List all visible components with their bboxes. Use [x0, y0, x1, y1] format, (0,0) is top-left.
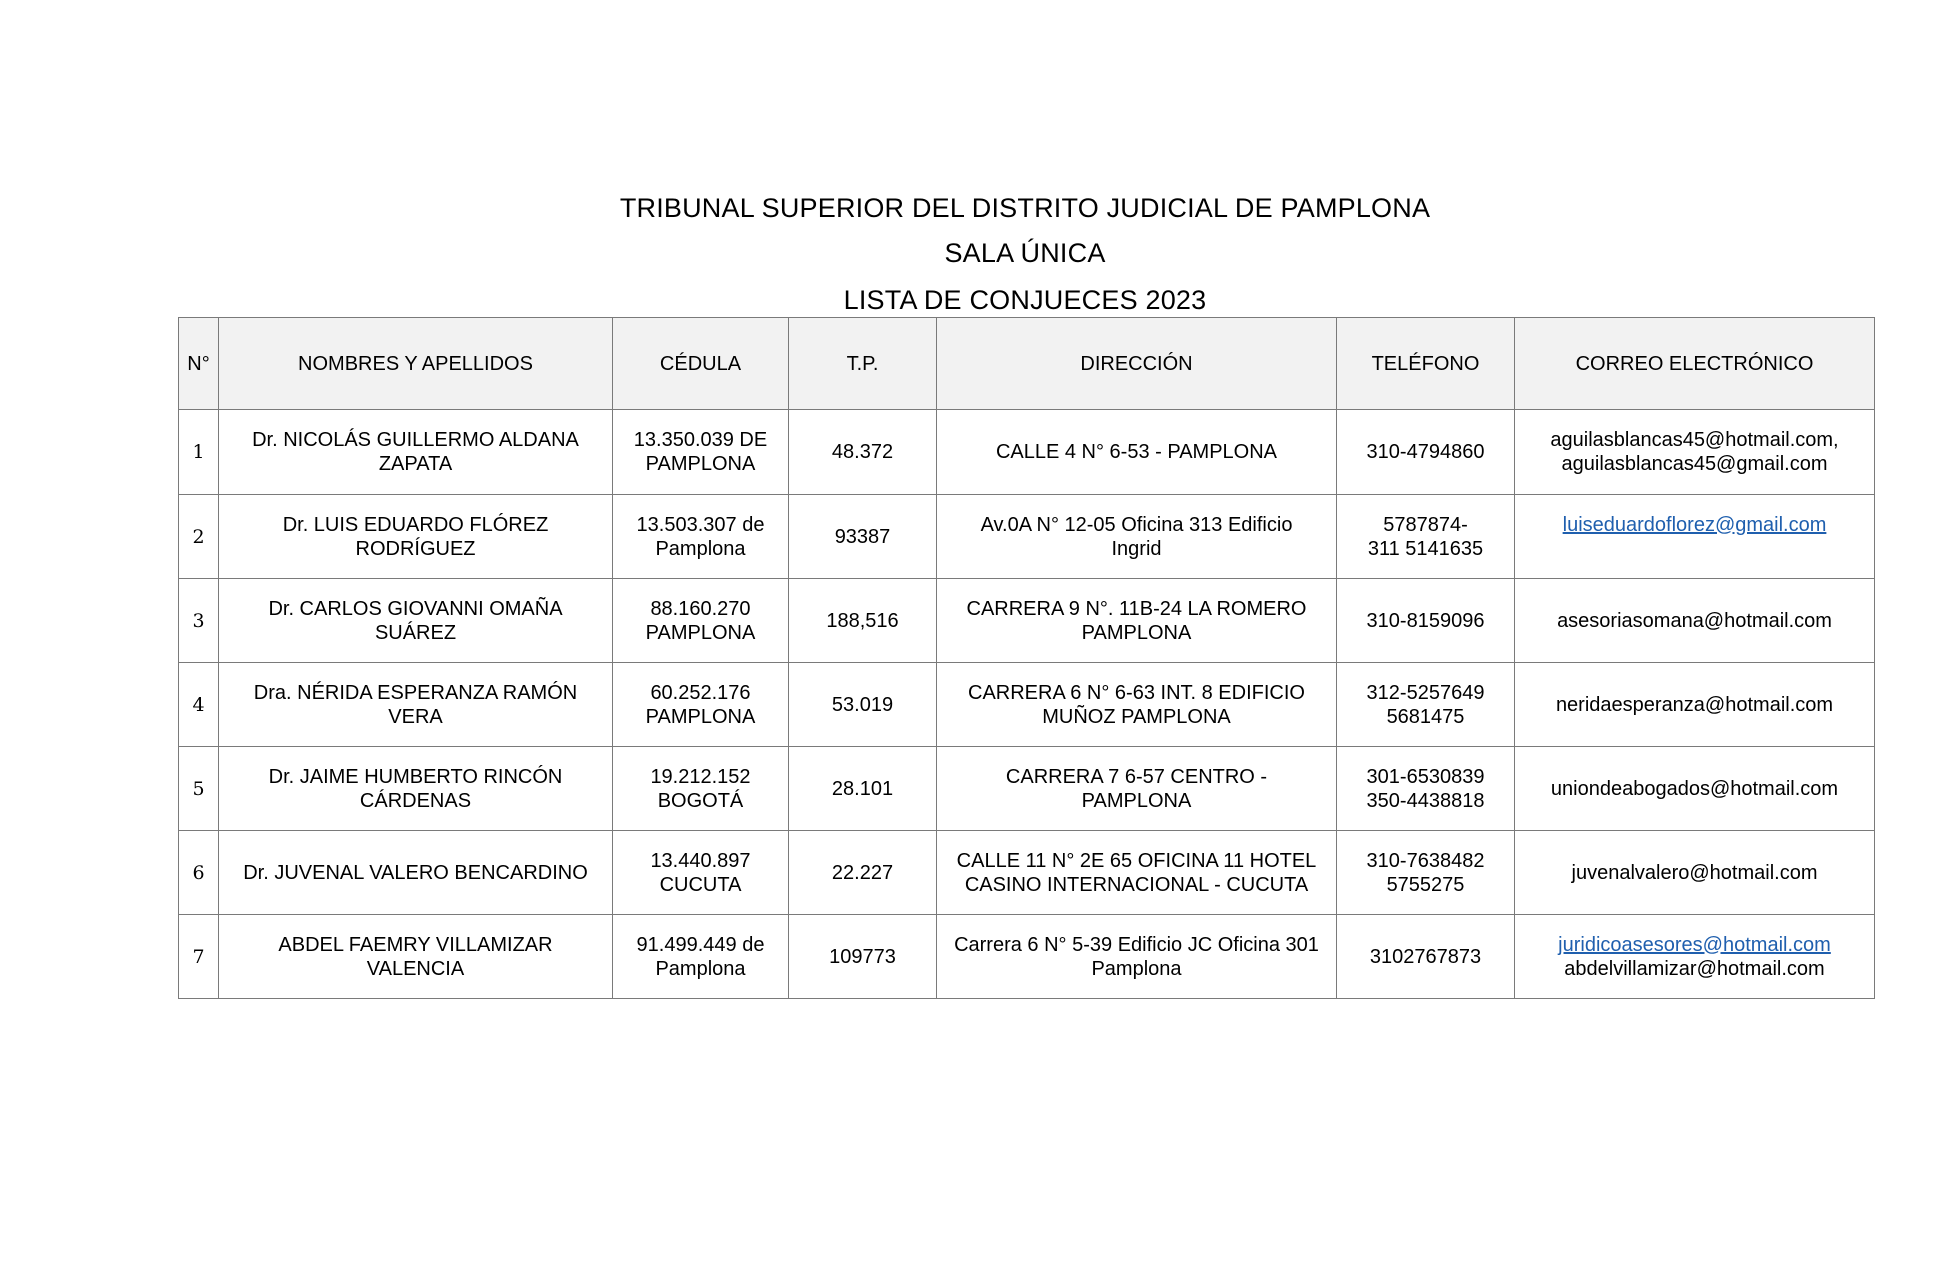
cell-phone-line: 311 5141635	[1367, 537, 1484, 560]
cell-name-line: Dr. JAIME HUMBERTO RINCÓN	[268, 765, 563, 788]
cell-phone	[1337, 495, 1515, 579]
cell-cedula	[613, 579, 789, 663]
cell-phone	[1337, 831, 1515, 915]
cell-address-line: Carrera 6 N° 5-39 Edificio JC Oficina 301	[954, 933, 1319, 956]
cell-address-line: Av.0A N° 12-05 Oficina 313 Edificio	[980, 513, 1293, 536]
cell-address	[937, 747, 1337, 831]
row-number: 3	[179, 579, 219, 663]
table-row	[179, 831, 1875, 915]
email-text	[1521, 537, 1868, 561]
table-row	[179, 495, 1875, 579]
cell-name-line: ZAPATA	[378, 453, 453, 475]
cell-phone-line: 3102767873	[1369, 945, 1482, 968]
column-header-phone: TELÉFONO	[1337, 318, 1515, 410]
cell-address-line: CALLE 11 N° 2E 65 OFICINA 11 HOTEL	[956, 849, 1317, 872]
cell-cedula-line: 13.503.307 de	[636, 513, 765, 536]
cell-phone-line: 5755275	[1386, 873, 1465, 896]
cell-tp: 93387	[789, 495, 937, 579]
email-text: abdelvillamizar@hotmail.com	[1564, 957, 1825, 980]
cell-phone-line: 301-6530839	[1366, 765, 1485, 788]
cell-address	[937, 495, 1337, 579]
cell-address-line: CARRERA 6 N° 6-63 INT. 8 EDIFICIO	[968, 681, 1305, 704]
cell-email	[1515, 663, 1875, 747]
row-number: 7	[179, 915, 219, 999]
column-header-address: DIRECCIÓN	[937, 318, 1337, 410]
column-header-cedula: CÉDULA	[613, 318, 789, 410]
cell-phone-line: 350-4438818	[1366, 789, 1485, 812]
cell-name-line: Dr. NICOLÁS GUILLERMO ALDANA	[252, 429, 579, 451]
cell-cedula-line: PAMPLONA	[645, 621, 756, 644]
cell-address-line: MUÑOZ PAMPLONA	[1042, 705, 1231, 728]
cell-phone	[1337, 663, 1515, 747]
cell-address-line: CALLE 4 N° 6-53 - PAMPLONA	[995, 441, 1278, 463]
cell-name-line: CÁRDENAS	[359, 789, 472, 812]
row-number: 5	[179, 747, 219, 831]
email-link[interactable]: juridicoasesores@hotmail.com	[1558, 933, 1831, 956]
cell-cedula	[613, 663, 789, 747]
cell-name	[219, 831, 613, 915]
cell-email	[1515, 915, 1875, 999]
cell-email	[1515, 410, 1875, 495]
cell-name	[219, 495, 613, 579]
cell-address	[937, 831, 1337, 915]
email-link[interactable]: luiseduardoflorez@gmail.com	[1562, 513, 1827, 536]
cell-phone-line: 310-7638482	[1366, 849, 1485, 872]
cell-name	[219, 915, 613, 999]
cell-name-line: Dra. NÉRIDA ESPERANZA RAMÓN	[253, 681, 578, 704]
cell-cedula	[613, 831, 789, 915]
cell-tp: 109773	[789, 915, 937, 999]
cell-cedula	[613, 915, 789, 999]
cell-email	[1515, 495, 1875, 579]
cell-name	[219, 410, 613, 495]
cell-name-line: VERA	[388, 705, 443, 728]
cell-cedula-line: 91.499.449 de	[636, 933, 765, 956]
cell-name-line: VALENCIA	[366, 957, 465, 980]
cell-cedula-line: CUCUTA	[659, 873, 742, 896]
cell-cedula-line: 88.160.270	[650, 597, 751, 620]
table-row	[179, 915, 1875, 999]
cell-cedula-line: PAMPLONA	[645, 453, 756, 475]
cell-address-line: CARRERA 7 6-57 CENTRO -	[1005, 765, 1268, 788]
column-header-email: CORREO ELECTRÓNICO	[1515, 318, 1875, 410]
cell-tp: 188,516	[789, 579, 937, 663]
table-row	[179, 747, 1875, 831]
cell-address-line: PAMPLONA	[1081, 621, 1192, 644]
cell-name-line: Dr. LUIS EDUARDO FLÓREZ	[282, 513, 549, 536]
cell-email	[1515, 831, 1875, 915]
heading-list-title: LISTA DE CONJUECES 2023	[843, 285, 1207, 315]
table-row	[179, 579, 1875, 663]
cell-name-line: Dr. CARLOS GIOVANNI OMAÑA	[268, 597, 563, 620]
cell-cedula-line: 60.252.176	[650, 681, 751, 704]
cell-name-line: Dr. JUVENAL VALERO BENCARDINO	[243, 861, 588, 884]
cell-address	[937, 410, 1337, 495]
cell-cedula-line: 13.440.897	[650, 849, 751, 872]
email-text: neridaesperanza@hotmail.com	[1555, 693, 1834, 716]
cell-cedula-line: 13.350.039 DE	[633, 429, 768, 451]
cell-tp: 53.019	[789, 663, 937, 747]
cell-address	[937, 663, 1337, 747]
row-number: 1	[179, 410, 219, 495]
cell-phone-line: 310-4794860	[1366, 441, 1485, 463]
heading-chamber: SALA ÚNICA	[944, 238, 1106, 268]
cell-address-line: Ingrid	[1111, 537, 1162, 560]
email-text: juvenalvalero@hotmail.com	[1571, 861, 1818, 884]
cell-email	[1515, 579, 1875, 663]
row-number: 6	[179, 831, 219, 915]
table-header-row	[179, 318, 1875, 410]
cell-name-line: RODRÍGUEZ	[355, 537, 476, 560]
cell-address-line: PAMPLONA	[1081, 789, 1192, 812]
cell-phone-line: 5787874-	[1383, 513, 1468, 536]
cell-address-line: CASINO INTERNACIONAL - CUCUTA	[964, 873, 1309, 896]
cell-cedula	[613, 410, 789, 495]
cell-tp: 28.101	[789, 747, 937, 831]
cell-email	[1515, 747, 1875, 831]
cell-name	[219, 663, 613, 747]
email-text: uniondeabogados@hotmail.com	[1550, 777, 1839, 800]
cell-phone	[1337, 915, 1515, 999]
row-number: 2	[179, 495, 219, 579]
cell-address	[937, 915, 1337, 999]
cell-cedula	[613, 495, 789, 579]
email-text: aguilasblancas45@gmail.com	[1561, 453, 1828, 475]
cell-phone	[1337, 410, 1515, 495]
table-body	[179, 410, 1875, 999]
cell-cedula	[613, 747, 789, 831]
cell-name	[219, 579, 613, 663]
cell-address-line: Pamplona	[1091, 957, 1182, 980]
row-number: 4	[179, 663, 219, 747]
cell-tp: 22.227	[789, 831, 937, 915]
cell-phone-line: 312-5257649	[1366, 681, 1485, 704]
cell-name	[219, 747, 613, 831]
cell-name-line: SUÁREZ	[374, 621, 457, 644]
conjueces-table	[178, 317, 1875, 999]
cell-phone	[1337, 747, 1515, 831]
cell-cedula-line: BOGOTÁ	[657, 789, 744, 812]
email-text: asesoriasomana@hotmail.com	[1557, 609, 1832, 632]
cell-name-line: ABDEL FAEMRY VILLAMIZAR	[278, 933, 553, 956]
cell-address	[937, 579, 1337, 663]
column-header-tp: T.P.	[789, 318, 937, 410]
cell-cedula-line: Pamplona	[655, 537, 746, 560]
column-header-name: NOMBRES Y APELLIDOS	[219, 318, 613, 410]
column-header-number: N°	[179, 318, 219, 410]
table-row	[179, 410, 1875, 495]
cell-tp: 48.372	[789, 410, 937, 495]
cell-cedula-line: 19.212.152	[650, 765, 751, 788]
cell-cedula-line: PAMPLONA	[645, 705, 756, 728]
email-text: aguilasblancas45@hotmail.com,	[1550, 429, 1839, 451]
cell-phone-line: 5681475	[1386, 705, 1465, 728]
cell-phone	[1337, 579, 1515, 663]
table-row	[179, 663, 1875, 747]
cell-address-line: CARRERA 9 N°. 11B-24 LA ROMERO	[966, 597, 1307, 620]
cell-phone-line: 310-8159096	[1366, 609, 1485, 632]
cell-cedula-line: Pamplona	[655, 957, 746, 980]
heading-court: TRIBUNAL SUPERIOR DEL DISTRITO JUDICIAL DE PAMPLONA	[619, 193, 1431, 223]
